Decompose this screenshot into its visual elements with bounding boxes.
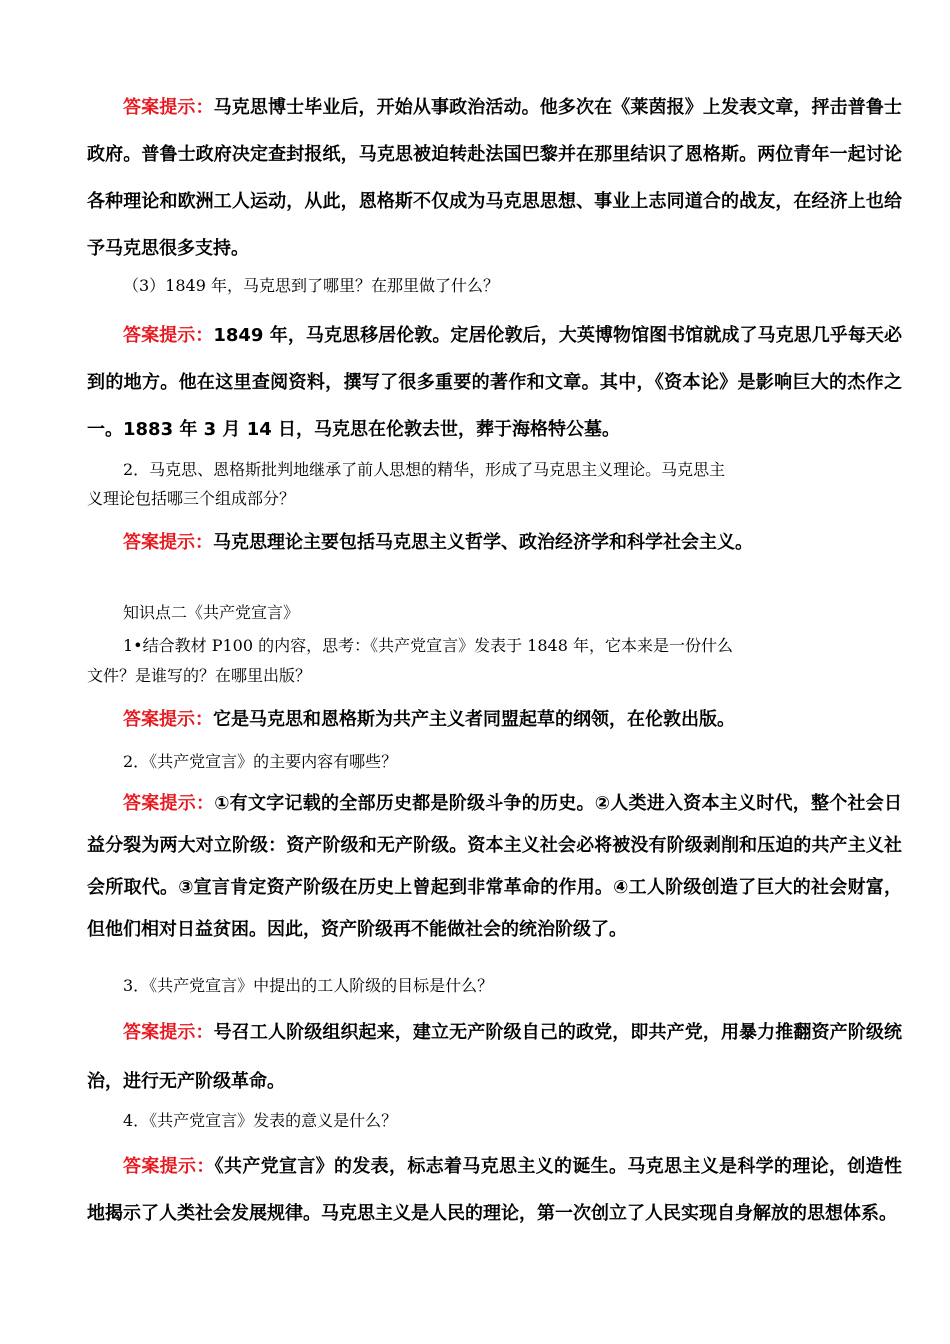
answer-marx-london	[87, 312, 902, 453]
answer-label: 答案提示：	[123, 709, 213, 730]
section2-question-2: 2．《共产党宣言》的主要内容有哪些？	[123, 752, 398, 771]
answer-text: 马克思博士毕业后，开始从事政治活动。他多次在《莱茵报》上发表文章，抨击普鲁士政府。普鲁士政府决定查封报纸，马克思被迫转赴法国巴黎并在那里结识了恩格斯。两位青年一起讨论各种理论和欧洲工人运动，从此，恩格斯不仅成为马克思思想、事业上志同道合的战友，在经济上也给予马克思很多支持。	[87, 97, 903, 259]
answer-manifesto-significance	[87, 1143, 902, 1237]
answer-text: 马克思理论主要包括马克思主义哲学、政治经济学和科学社会主义。	[213, 532, 753, 553]
answer-label: 答案提示：	[123, 97, 214, 118]
answer-label: 答案提示：	[123, 325, 214, 346]
question-2-line-1: 2．马克思、恩格斯批判地继承了前人思想的精华，形成了马克思主义理论。马克思主	[123, 460, 726, 479]
answer-manifesto-content	[87, 783, 902, 951]
answer-label: 答案提示：	[123, 793, 215, 814]
section2-question-1	[87, 633, 847, 689]
answer-label: 答案提示：	[123, 1022, 214, 1043]
section-title-communist-manifesto: 知识点二《共产党宣言》	[123, 603, 300, 622]
question-2-line-2: 义理论包括哪三个组成部分？	[87, 489, 296, 508]
answer-label: 答案提示：	[123, 532, 213, 553]
section2-question-3: 3．《共产党宣言》中提出的工人阶级的目标是什么？	[123, 976, 494, 995]
answer-marx-early-career	[87, 84, 902, 272]
question-2	[87, 457, 847, 512]
answer-label: 答案提示：	[123, 1156, 215, 1177]
section2-question-1-line-1: 1•结合教材 P100 的内容，思考：《共产党宣言》发表于 1848 年，它本来是一份什么	[123, 636, 733, 655]
answer-text: 它是马克思和恩格斯为共产主义者同盟起草的纲领，在伦敦出版。	[213, 709, 735, 730]
answer-manifesto-origin	[87, 707, 902, 733]
answer-text: ①有文字记载的全部历史都是阶级斗争的历史。②人类进入资本主义时代，整个社会日益分裂为两大对立阶级：资产阶级和无产阶级。资本主义社会必将被没有阶级剥削和压迫的共产主义社会所取代。③宣言肯定资产阶级在历史上曾起到非常革命的作用。④工人阶级创造了巨大的社会财富，但他们相对日益贫困。因此，资产阶级再不能做社会的统治阶级了。	[87, 793, 903, 940]
answer-marxism-components	[87, 530, 902, 556]
answer-text: 《共产党宣言》的发表，标志着马克思主义的诞生。马克思主义是科学的理论，创造性地揭示了人类社会发展规律。马克思主义是人民的理论，第一次创立了人民实现自身解放的思想体系。	[87, 1156, 903, 1224]
section2-question-4: 4．《共产党宣言》发表的意义是什么？	[123, 1111, 398, 1130]
question-3: （3）1849 年，马克思到了哪里？在那里做了什么？	[123, 276, 499, 295]
answer-text: 号召工人阶级组织起来，建立无产阶级自己的政党，即共产党，用暴力推翻资产阶级统治，进行无产阶级革命。	[87, 1022, 903, 1092]
answer-text: 1849 年，马克思移居伦敦。定居伦敦后，大英博物馆图书馆就成了马克思几乎每天必到的地方。他在这里查阅资料，撰写了很多重要的著作和文章。其中，《资本论》是影响巨大的杰作之一。1883 年 3 月 14 日，马克思在伦敦去世，葬于海格特公墓。	[87, 325, 902, 440]
answer-working-class-goal	[87, 1008, 902, 1106]
section2-question-1-line-2: 文件？是谁写的？在哪里出版？	[87, 666, 312, 685]
